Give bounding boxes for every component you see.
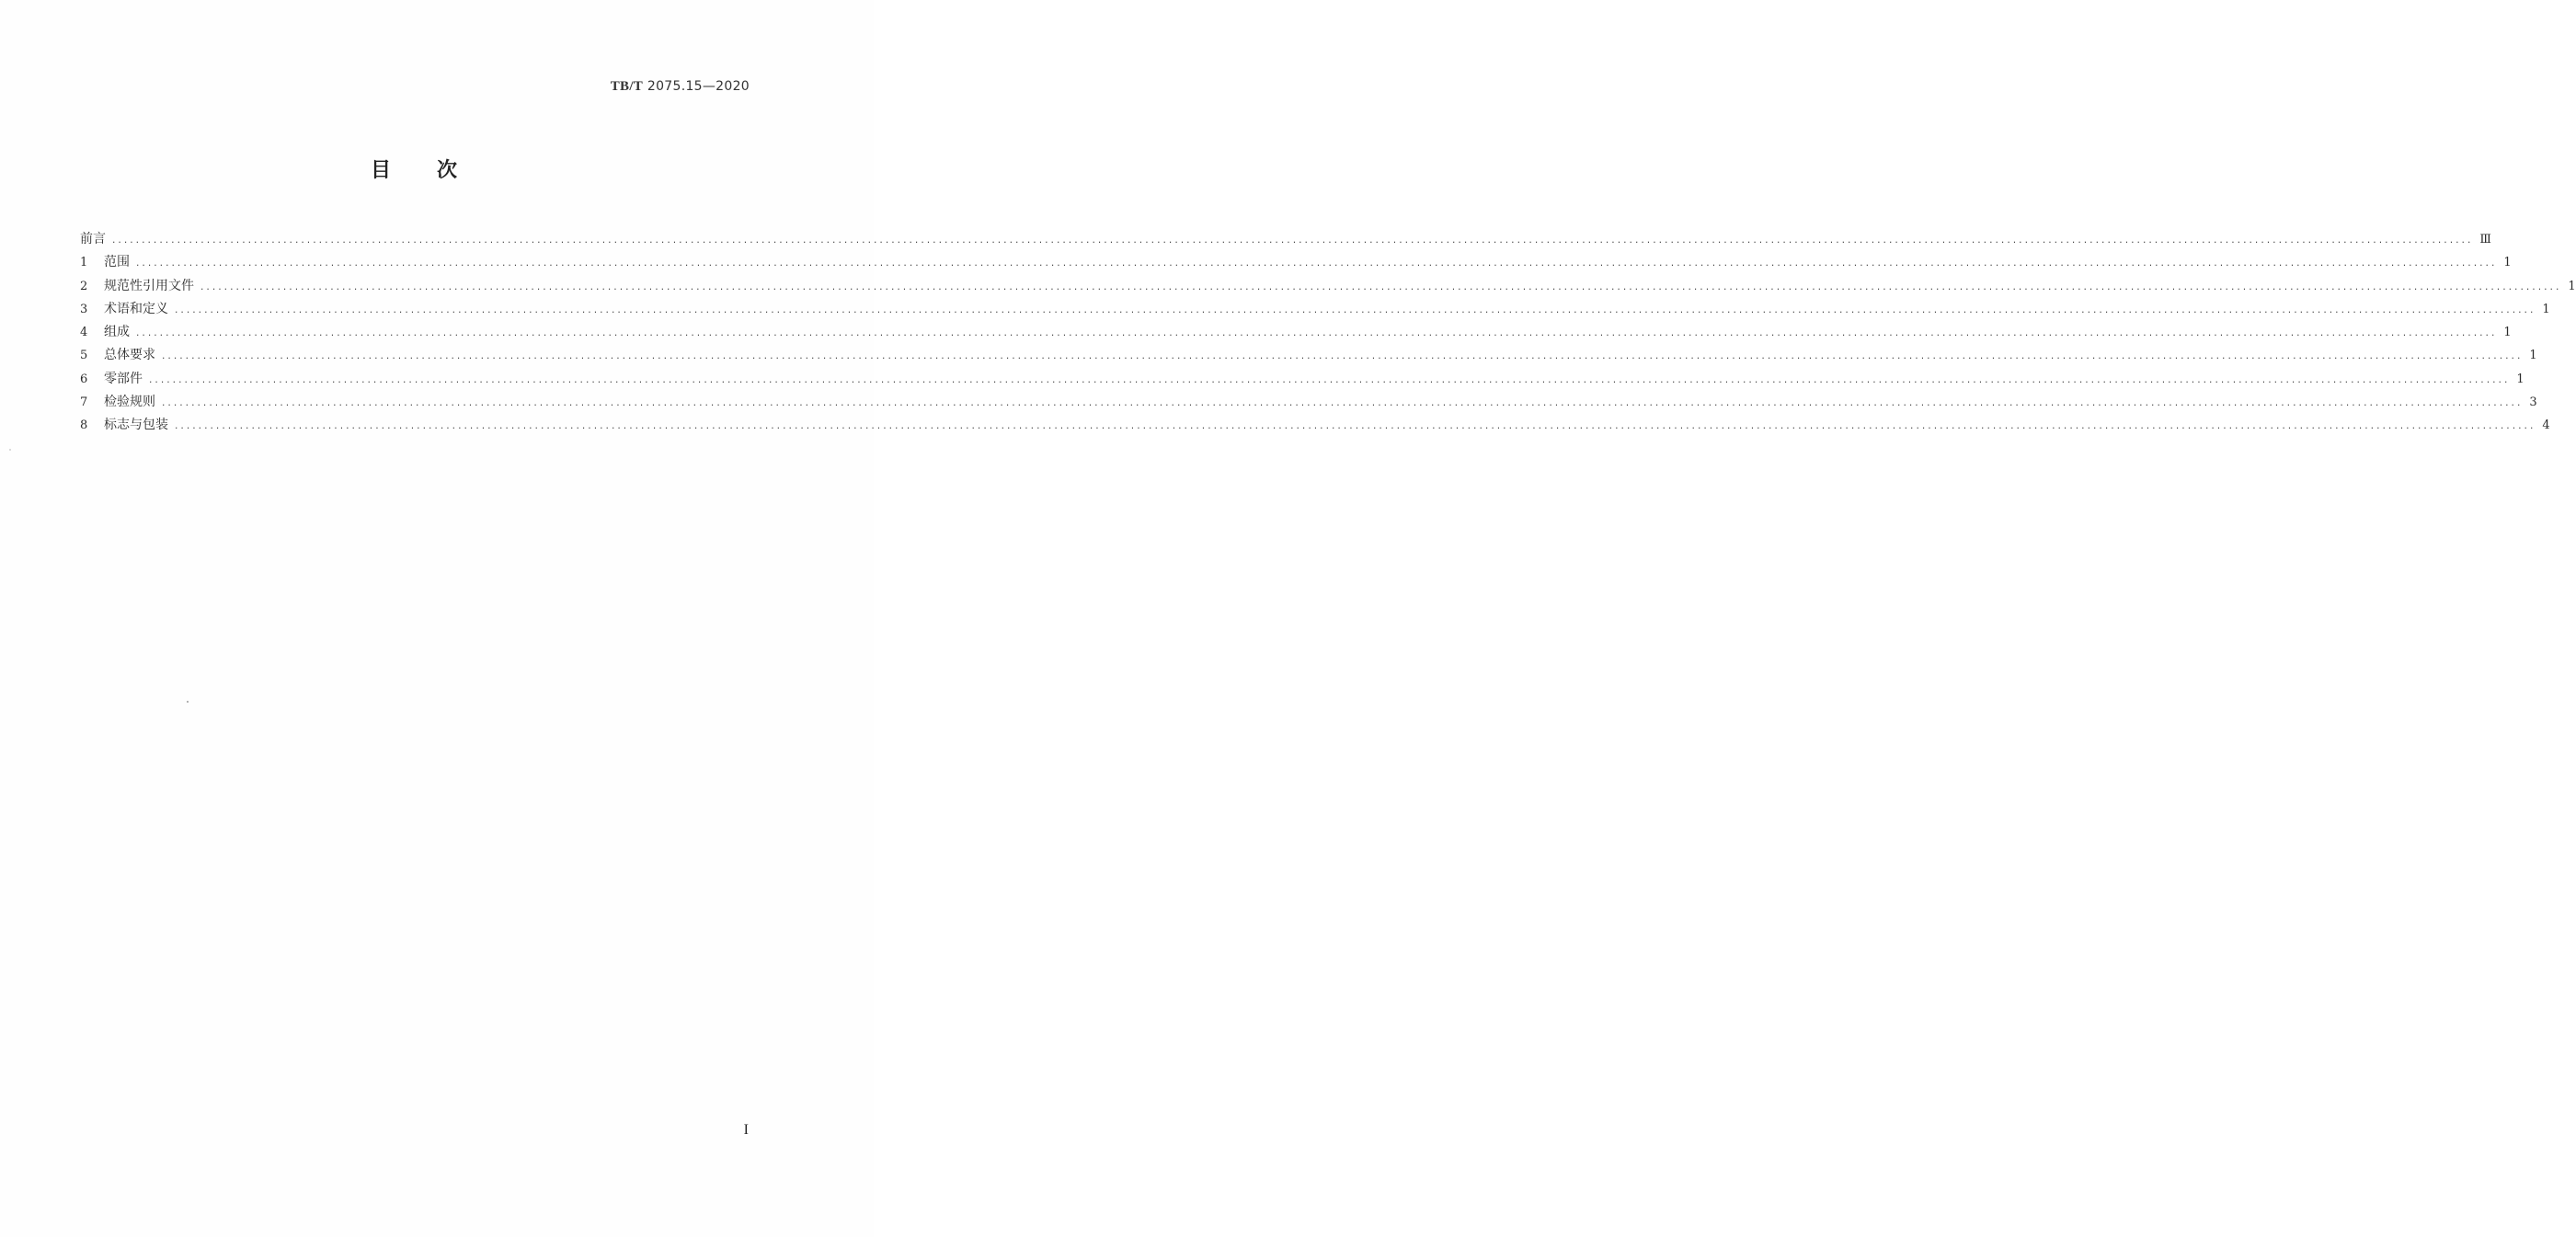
toc-entry-scope[interactable] <box>80 251 2512 274</box>
standard-number: 2075.15—2020 <box>647 79 750 94</box>
toc-entry-number: 7 <box>80 395 88 410</box>
toc-entry-page: 1 <box>2503 256 2512 270</box>
toc-entry-label: 范围 <box>104 255 130 270</box>
toc-entry-components[interactable] <box>80 368 2524 391</box>
scan-speck <box>9 449 11 451</box>
toc-entry-page: 4 <box>2542 418 2550 433</box>
toc-title-char-1: 目 <box>370 159 391 182</box>
toc-entry-number: 1 <box>80 256 88 270</box>
toc-entry-marking-packaging[interactable] <box>80 414 2550 437</box>
toc-entry-composition[interactable] <box>80 321 2512 344</box>
standard-code <box>611 79 750 95</box>
toc-entry-label: 组成 <box>104 325 130 340</box>
toc-entry-number: 4 <box>80 326 88 340</box>
toc-entry-label: 零部件 <box>104 371 143 386</box>
toc-entry-label: 术语和定义 <box>104 301 168 316</box>
toc-entry-number: 5 <box>80 349 88 363</box>
dot-leader: ................................................................................................................................................................................................................................................................................................................................................................................................................ <box>111 236 2473 246</box>
toc-entry-general-requirements[interactable] <box>80 344 2537 367</box>
toc-entry-page: 1 <box>2542 302 2550 316</box>
toc-entry-inspection-rules[interactable] <box>80 391 2537 414</box>
dot-leader: ................................................................................................................................................................................................................................................................................................................................................................................................................ <box>148 375 2510 385</box>
toc-entry-page: 1 <box>2503 326 2512 340</box>
toc-entry-terms-definitions[interactable] <box>80 298 2550 321</box>
page-number: I <box>743 1122 749 1138</box>
dot-leader: ................................................................................................................................................................................................................................................................................................................................................................................................................ <box>135 329 2497 339</box>
toc-entry-foreword[interactable] <box>80 228 2491 251</box>
toc-entry-page: 1 <box>2516 372 2524 386</box>
toc-entry-label: 总体要求 <box>104 348 155 363</box>
dot-leader: ................................................................................................................................................................................................................................................................................................................................................................................................................ <box>135 259 2497 269</box>
table-of-contents <box>80 228 2576 438</box>
dot-leader: ................................................................................................................................................................................................................................................................................................................................................................................................................ <box>161 399 2523 409</box>
toc-entry-page: 1 <box>2529 349 2537 363</box>
toc-entry-number: 8 <box>80 418 88 433</box>
toc-entry-label: 标志与包装 <box>104 418 168 433</box>
toc-entry-label: 检验规则 <box>104 395 155 410</box>
toc-entry-page: Ⅲ <box>2479 233 2491 246</box>
dot-leader: ................................................................................................................................................................................................................................................................................................................................................................................................................ <box>161 352 2523 362</box>
toc-entry-page: 1 <box>2568 279 2576 293</box>
toc-title-char-2: 次 <box>437 159 458 182</box>
toc-entry-label: 前言 <box>80 232 106 246</box>
dot-leader: ................................................................................................................................................................................................................................................................................................................................................................................................................ <box>174 422 2536 432</box>
toc-title <box>0 155 828 183</box>
toc-entry-page: 3 <box>2529 395 2537 410</box>
toc-entry-number: 6 <box>80 372 88 386</box>
dot-leader: ................................................................................................................................................................................................................................................................................................................................................................................................................ <box>200 282 2561 292</box>
toc-entry-number: 3 <box>80 302 88 316</box>
dot-leader: ................................................................................................................................................................................................................................................................................................................................................................................................................ <box>174 305 2536 315</box>
toc-entry-normative-references[interactable] <box>80 275 2576 298</box>
toc-entry-number: 2 <box>80 279 88 293</box>
scan-speck <box>187 701 189 703</box>
toc-entry-label: 规范性引用文件 <box>104 278 194 293</box>
standard-prefix: TB/T <box>610 79 644 94</box>
